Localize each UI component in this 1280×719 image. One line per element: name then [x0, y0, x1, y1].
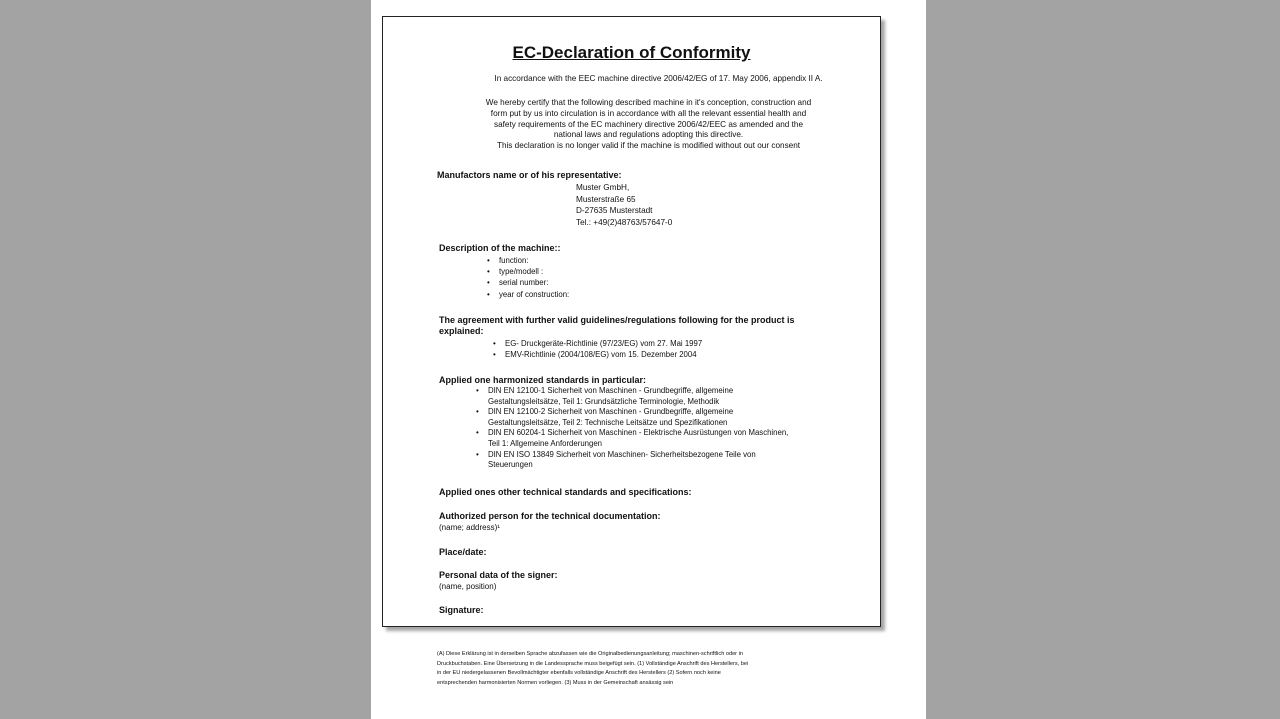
- list-item: • EG- Druckgeräte-Richtlinie (97/23/EG) vom 27. Mai 1997: [505, 338, 702, 349]
- list-item: • serial number:: [499, 277, 569, 288]
- place-date-heading: Place/date:: [439, 547, 487, 557]
- footnote-line: entsprechenden harmonisierten Normen vorliegen. (3) Muss in der Gemeinschaft ansässig sein: [437, 679, 674, 686]
- manufacturer-address: [576, 182, 672, 228]
- footnote-line: Druckbuchstaben. Eine Übersetzung in die Landessprache muss beigefügt sein. (1) Vollständige Anschrift des Herstellers, bei: [437, 660, 749, 667]
- list-item: • year of construction:: [499, 289, 569, 300]
- list-item: [488, 428, 788, 449]
- authorized-person-hint: (name; address)¹: [439, 523, 500, 532]
- address-line: Tel.: +49(2)48763/57647-0: [576, 217, 673, 227]
- certify-line: safety requirements of the EC machinery directive 2006/42/EEC as amended and the: [493, 119, 804, 129]
- machine-heading: Description of the machine::: [439, 243, 561, 253]
- certify-line: form put by us into circulation is in accordance with all the relevant essential health and: [490, 108, 807, 118]
- document-title: EC-Declaration of Conformity: [512, 43, 751, 62]
- address-line: Muster GmbH,: [576, 183, 630, 192]
- document-page: [371, 0, 926, 719]
- address-line: Musterstraße 65: [576, 194, 636, 204]
- other-standards-heading: Applied ones other technical standards and specifications:: [439, 487, 692, 497]
- directive-intro: In accordance with the EEC machine directive 2006/42/EG of 17. May 2006, appendix II A.: [494, 74, 823, 83]
- standards-heading: Applied one harmonized standards in particular:: [439, 375, 647, 385]
- standard-line: • DIN EN 12100-2 Sicherheit von Maschinen - Grundbegriffe, allgemeine: [488, 407, 734, 417]
- signer-hint: (name, position): [439, 582, 497, 591]
- list-item: [488, 407, 788, 428]
- address-line: D-27635 Musterstadt: [576, 206, 653, 215]
- certify-line: We hereby certify that the following described machine in it's conception, construction and: [485, 98, 812, 107]
- manufacturer-heading: Manufactors name or of his representative:: [437, 170, 622, 180]
- agreement-heading-line: The agreement with further valid guidelines/regulations following for the product is: [439, 315, 795, 325]
- signature-heading: Signature:: [439, 605, 484, 615]
- list-item: • type/modell :: [499, 266, 569, 277]
- standard-line: Teil 1: Allgemeine Anforderungen: [488, 438, 602, 448]
- list-item: [488, 386, 788, 407]
- footnotes: [437, 650, 862, 688]
- standards-list: [488, 386, 788, 471]
- standard-line: Gestaltungsleitsätze, Teil 2: Technische Leitsätze und Spezifikationen: [488, 417, 728, 427]
- list-item: • EMV-Richtlinie (2004/108/EG) vom 15. Dezember 2004: [505, 349, 702, 360]
- footnote-line: in der EU niedergelassenen Bevollmächtigter ebenfalls vollständige Anschrift des Herstellers (2) Sofern noch keine: [437, 670, 721, 677]
- list-item: [488, 450, 788, 471]
- agreement-heading-line: explained:: [439, 326, 484, 336]
- standard-line: Steuerungen: [488, 460, 533, 470]
- certification-statement: [433, 98, 864, 152]
- standard-line: • DIN EN 12100-1 Sicherheit von Maschinen - Grundbegriffe, allgemeine: [488, 386, 734, 395]
- certify-line: This declaration is no longer valid if the machine is modified without out our consent: [496, 141, 801, 151]
- directives-list: [505, 338, 702, 360]
- signer-heading: Personal data of the signer:: [439, 570, 558, 580]
- list-item: • function:: [499, 255, 569, 266]
- standard-line: • DIN EN ISO 13849 Sicherheit von Maschinen- Sicherheitsbezogene Teile von: [488, 449, 756, 459]
- authorized-person-heading: Authorized person for the technical documentation:: [439, 511, 661, 521]
- certify-line: national laws and regulations adopting this directive.: [553, 130, 744, 140]
- standard-line: • DIN EN 60204-1 Sicherheit von Maschinen - Elektrische Ausrüstungen von Maschinen,: [488, 428, 789, 438]
- declaration-frame: [382, 16, 881, 627]
- machine-fields-list: [499, 255, 569, 300]
- agreement-heading: [439, 315, 795, 337]
- footnote-line: (A) Diese Erklärung ist in derselben Sprache abzufassen wie die Originalbedienungsanleitung; maschinen-schriftlich oder in: [437, 651, 743, 657]
- standard-line: Gestaltungsleitsätze, Teil 1: Grundsätzliche Terminologie, Methodik: [488, 396, 720, 406]
